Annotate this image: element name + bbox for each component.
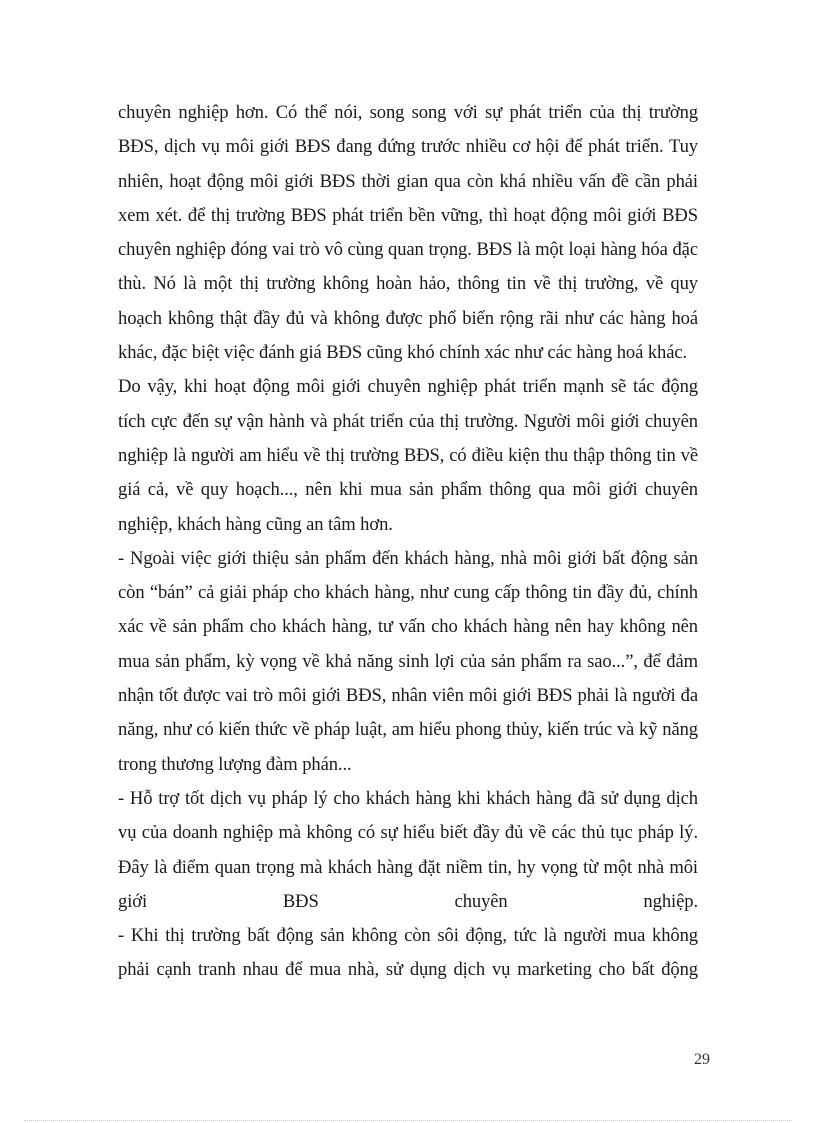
paragraph-5: - Khi thị trường bất động sản không còn sôi động, tức là người mua không phải cạnh tranh nhau để mua nhà, sử dụng dịch vụ marketing cho bất động <box>118 925 698 981</box>
page-number: 29 <box>694 1051 710 1068</box>
paragraph-1: chuyên nghiệp hơn. Có thể nói, song song với sự phát triển của thị trường BĐS, dịch vụ môi giới BĐS đang đứng trước nhiều cơ hội để phát triển. Tuy nhiên, hoạt động môi giới BĐS thời gian qua còn khá nhiều vấn đề cần phải xem xét. để thị trường BĐS phát triển bền vững, thì hoạt động môi giới BĐS chuyên nghiệp đóng vai trò vô cùng quan trọng. BĐS là một loại hàng hóa đặc thù. Nó là một thị trường không hoàn hảo, thông tin về thị trường, về quy hoạch không thật đầy đủ và không được phổ biến rộng rãi như các hàng hoá khác, đặc biệt việc đánh giá BĐS cũng khó chính xác như các hàng hoá khác. <box>118 102 698 364</box>
body-text <box>118 96 698 988</box>
paragraph-3: - Ngoài việc giới thiệu sản phẩm đến khách hàng, nhà môi giới bất động sản còn “bán” cả giải pháp cho khách hàng, như cung cấp thông tin đầy đủ, chính xác về sản phẩm cho khách hàng, tư vấn cho khách hàng nên hay không nên mua sản phẩm, kỳ vọng về khả năng sinh lợi của sản phẩm ra sao...”, để đảm nhận tốt được vai trò môi giới BĐS, nhân viên môi giới BĐS phải là người đa năng, như có kiến thức về pháp luật, am hiểu phong thủy, kiến trúc và kỹ năng trong thương lượng đàm phán... <box>118 547 698 775</box>
paragraph-2: Do vậy, khi hoạt động môi giới chuyên nghiệp phát triển mạnh sẽ tác động tích cực đến sự vận hành và phát triển của thị trường. Người môi giới chuyên nghiệp là người am hiểu về thị trường BĐS, có điều kiện thu thập thông tin về giá cả, về quy hoạch..., nên khi mua sản phẩm thông qua môi giới chuyên nghiệp, khách hàng cũng an tâm hơn. <box>118 376 698 535</box>
paragraph-4: - Hỗ trợ tốt dịch vụ pháp lý cho khách hàng khi khách hàng đã sử dụng dịch vụ của doanh nghiệp mà không có sự hiểu biết đầy đủ về các thủ tục pháp lý. Đây là điểm quan trọng mà khách hàng đặt niềm tin, hy vọng từ một nhà môi giới BĐS chuyên nghiệp. <box>118 787 698 912</box>
page-edge-divider <box>24 1120 792 1121</box>
